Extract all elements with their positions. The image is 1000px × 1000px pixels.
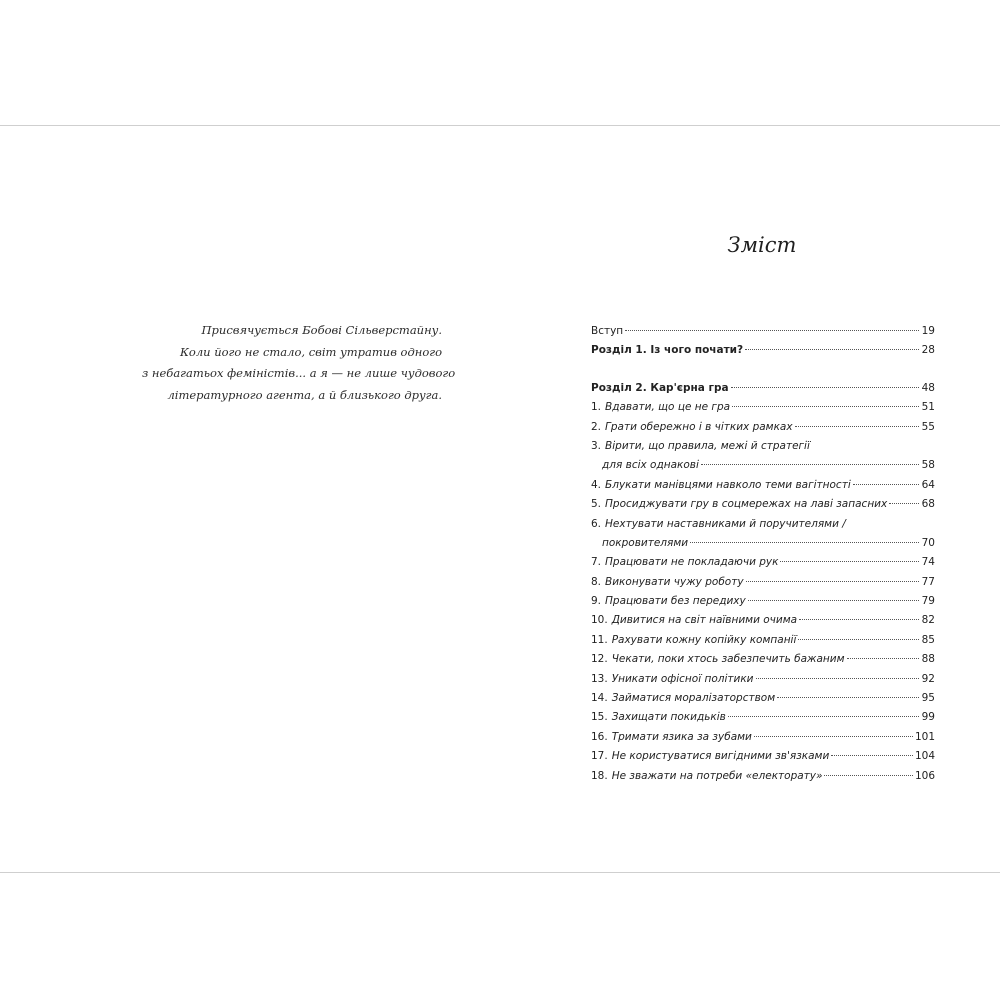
dedication-line: Коли його не стало, світ утратив одного	[180, 344, 442, 359]
toc-entry-label: Вірити, що правила, межі й стратегії	[605, 439, 810, 452]
toc-entry-page: 48	[921, 381, 935, 394]
toc-entry-number: 16.	[591, 730, 608, 743]
toc-entry-number: 10.	[591, 614, 608, 627]
toc-entry-label: Розділ 1. Із чого почати?	[591, 344, 744, 357]
dot-leader	[780, 561, 919, 562]
toc-entry-number: 11.	[591, 633, 608, 646]
table-of-contents	[591, 322, 935, 786]
toc-entry[interactable]	[591, 708, 935, 727]
toc-entry-page: 51	[921, 401, 935, 414]
dot-leader	[728, 716, 919, 717]
toc-entry[interactable]	[591, 573, 935, 592]
toc-entry-page: 70	[921, 536, 935, 549]
toc-entry-page: 19	[921, 325, 935, 337]
toc-entry-page: 95	[921, 692, 935, 705]
spacer	[591, 361, 935, 379]
toc-entry-label-continued: покровителями	[602, 536, 689, 549]
toc-entry-label: Блукати манівцями навколо теми вагітності	[605, 478, 851, 491]
toc-entry-number: 5.	[591, 498, 602, 511]
toc-entry-page: 104	[914, 750, 935, 763]
dot-leader	[889, 503, 919, 504]
toc-entry-label: Вступ	[591, 325, 624, 337]
toc-entry-number: 7.	[591, 556, 602, 569]
toc-entry-label: Тримати язика за зубами	[611, 730, 752, 743]
dot-leader	[731, 387, 919, 388]
toc-entry[interactable]	[591, 495, 935, 514]
toc-entry-continuation[interactable]	[591, 456, 935, 475]
toc-entry-label: Уникати офісної політики	[611, 672, 754, 685]
dot-leader	[690, 542, 919, 543]
toc-entry[interactable]	[591, 631, 935, 650]
toc-entry-label: Розділ 2. Кар'єрна гра	[591, 381, 729, 394]
dedication-line: Присвячується Бобові Сільверстайну.	[201, 323, 442, 337]
dot-leader	[795, 426, 919, 427]
toc-entry[interactable]	[591, 728, 935, 747]
toc-entry-intro[interactable]	[591, 322, 935, 341]
toc-entry-label: Не користуватися вигідними зв'язками	[611, 750, 830, 763]
dot-leader	[625, 330, 919, 331]
toc-entry-page: 74	[921, 556, 935, 569]
dot-leader	[754, 736, 913, 737]
toc-entry[interactable]	[591, 767, 935, 786]
toc-entry-page: 77	[921, 575, 935, 588]
dot-leader	[746, 581, 919, 582]
toc-entry-page: 99	[921, 711, 935, 724]
toc-entry-page: 79	[921, 595, 935, 608]
toc-entry-number: 18.	[591, 769, 608, 782]
toc-entry-page: 106	[914, 769, 935, 782]
toc-entry-label: Дивитися на світ наївними очима	[611, 614, 798, 627]
toc-entry-label: Займатися моралізаторством	[611, 692, 776, 705]
dot-leader	[732, 406, 919, 407]
dot-leader	[847, 658, 919, 659]
dedication	[142, 320, 456, 406]
toc-entry-first-line[interactable]	[591, 437, 935, 456]
toc-entry-label: Чекати, поки хтось забезпечить бажаним	[611, 653, 845, 666]
toc-entry-label: Виконувати чужу роботу	[605, 575, 744, 588]
toc-entry-number: 9.	[591, 595, 602, 608]
dot-leader	[831, 755, 913, 756]
toc-entry-page: 55	[921, 420, 935, 433]
dot-leader	[756, 678, 919, 679]
toc-entry-number: 1.	[591, 401, 602, 414]
toc-entry[interactable]	[591, 418, 935, 437]
toc-entry-first-line[interactable]	[591, 515, 935, 534]
toc-entry-number: 15.	[591, 711, 608, 724]
toc-entry-label: Просиджувати гру в соцмережах на лаві запасних	[605, 498, 888, 511]
toc-entry-chapter-1[interactable]	[591, 341, 935, 360]
toc-entry[interactable]	[591, 398, 935, 417]
book-spread	[0, 125, 1000, 873]
toc-entry-page: 92	[921, 672, 935, 685]
toc-entry[interactable]	[591, 476, 935, 495]
toc-entry[interactable]	[591, 592, 935, 611]
toc-entry-continuation[interactable]	[591, 534, 935, 553]
toc-entry-page: 88	[921, 653, 935, 666]
toc-entry-number: 4.	[591, 478, 602, 491]
toc-entry-page: 68	[921, 498, 935, 511]
toc-entry-label: Грати обережно і в чітких рамках	[605, 420, 793, 433]
dot-leader	[799, 619, 919, 620]
dot-leader	[824, 775, 912, 776]
toc-entry[interactable]	[591, 650, 935, 669]
toc-entry-page: 64	[921, 478, 935, 491]
toc-entry-number: 8.	[591, 575, 602, 588]
dot-leader	[777, 697, 919, 698]
toc-entry[interactable]	[591, 689, 935, 708]
dot-leader	[798, 639, 919, 640]
toc-entry-label: Нехтувати наставниками й поручителями /	[605, 517, 846, 530]
dedication-line: з небагатьох феміністів... а я — не лише чудового	[142, 366, 456, 380]
toc-entry-label: Рахувати кожну копійку компанії	[611, 633, 797, 646]
toc-entry-number: 6.	[591, 517, 602, 530]
toc-entry-label-continued: для всіх однакові	[602, 459, 699, 472]
toc-entry-page: 85	[921, 633, 935, 646]
toc-entry-label: Працювати не покладаючи рук	[605, 556, 779, 569]
toc-entry-chapter-2[interactable]	[591, 379, 935, 398]
dot-leader	[748, 600, 919, 601]
dot-leader	[853, 484, 919, 485]
toc-entry-number: 12.	[591, 653, 608, 666]
toc-entry-page: 101	[914, 730, 935, 743]
toc-entry-number: 3.	[591, 439, 602, 452]
toc-entry-label: Працювати без передиху	[605, 595, 746, 608]
toc-entry[interactable]	[591, 747, 935, 766]
toc-entry-label: Захищати покидьків	[611, 711, 726, 724]
dedication-line: літературного агента, а й близького друга.	[167, 387, 442, 402]
toc-title: Зміст	[727, 233, 797, 257]
toc-entry-label: Не зважати на потреби «електорату»	[611, 769, 823, 782]
toc-entry-page: 28	[921, 344, 935, 357]
toc-entry-label: Вдавати, що це не гра	[605, 401, 731, 414]
toc-entry-page: 82	[921, 614, 935, 627]
toc-entry-number: 14.	[591, 692, 608, 705]
toc-entry[interactable]	[591, 670, 935, 689]
dot-leader	[745, 349, 919, 350]
toc-entry[interactable]	[591, 611, 935, 630]
toc-entry[interactable]	[591, 553, 935, 572]
toc-entry-number: 2.	[591, 420, 602, 433]
toc-entry-number: 13.	[591, 672, 608, 685]
toc-entry-number: 17.	[591, 750, 608, 763]
toc-entry-page: 58	[921, 459, 935, 472]
dot-leader	[701, 464, 919, 465]
